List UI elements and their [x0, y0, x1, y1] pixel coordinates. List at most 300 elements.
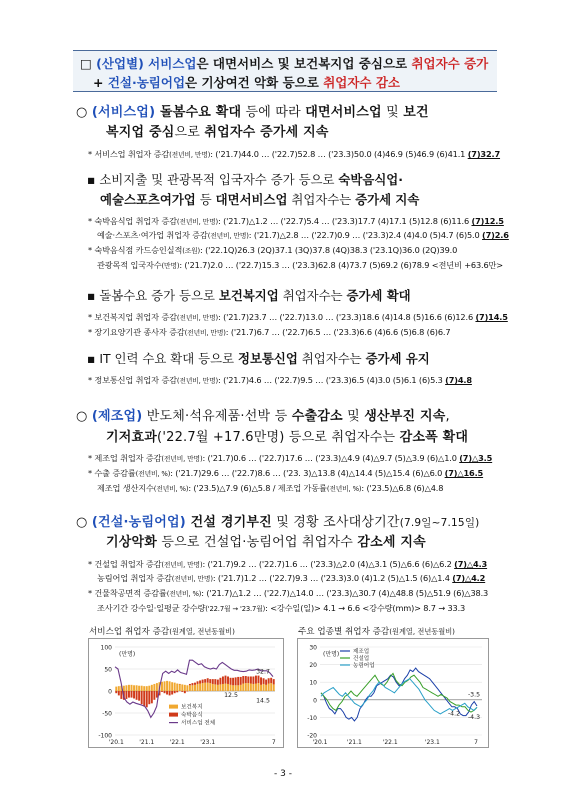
bar-lodging-food [171, 691, 173, 695]
y-tick-label: 0 [108, 688, 112, 696]
bullet-bold: 숙박음식업· [338, 172, 403, 187]
bar-lodging-food [273, 679, 275, 684]
note-unit: (전년비, %) [326, 485, 362, 493]
note-label: * 수출 증감률 [88, 468, 136, 478]
data-label: -4.2 [447, 710, 461, 718]
bar-health-welfare [273, 684, 275, 691]
summary-term: 건설·농림어업 [107, 75, 186, 90]
bar-lodging-food [265, 680, 267, 685]
y-tick-label: -10 [307, 714, 317, 722]
note-arts-sports [97, 230, 509, 241]
note-card-approval [88, 245, 457, 256]
note-values: : ('21.7)6.7 … ('22.7)6.5 … ('23.3)6.6 (4)6.6 (5)6.8 (6)6.7 [225, 327, 451, 337]
bar-lodging-food [217, 680, 219, 685]
section-text: (7.9일~7.15일) [399, 517, 480, 529]
s1a-line-1 [87, 170, 403, 188]
bar-health-welfare [232, 685, 234, 691]
note-latest: (7)2.6 [482, 230, 509, 240]
note-unit: (전년비, %) [166, 590, 202, 598]
note-values: : ('21.7)0.6 … ('22.7)17.6 … ('23.3)△4.9 (4)△9.7 (5)△3.9 (6)△1.0 [202, 453, 460, 463]
chart2-frame [297, 638, 489, 748]
bar-lodging-food [230, 678, 232, 685]
bar-lodging-food [235, 677, 237, 685]
bar-lodging-food [133, 691, 135, 698]
section-text: 보건 [403, 105, 429, 120]
chart1-title [89, 625, 235, 637]
section-text: 돌봄수요 확대 [155, 105, 242, 120]
s1c-line [87, 349, 430, 367]
chart2-svg [298, 639, 488, 747]
bar-health-welfare [270, 683, 272, 691]
bar-lodging-food [120, 691, 122, 699]
x-tick-label: '22.1 [382, 739, 398, 746]
page-number: - 3 - [274, 769, 292, 779]
note-label: 조사기간 강수일·일평균 강수량 [97, 603, 206, 613]
bar-health-welfare [197, 684, 199, 691]
note-construction-employment [88, 559, 487, 570]
bar-health-welfare [164, 681, 166, 691]
bar-lodging-food [176, 691, 178, 692]
bar-lodging-food [260, 677, 262, 684]
section-text: 수출감소 [291, 409, 343, 424]
chart1-frame [88, 638, 284, 748]
summary-text: 은 대면서비스 및 보건복지업 중심으로 [196, 56, 412, 71]
bar-health-welfare [181, 684, 183, 691]
chart1-svg [89, 639, 283, 747]
y-tick-label: 50 [104, 666, 112, 674]
x-tick-label: '22.1 [169, 739, 185, 746]
note-label: 관광목적 입국자수 [97, 260, 162, 270]
bar-lodging-food [242, 676, 244, 683]
section-manufacturing-title [76, 405, 450, 424]
note-values: : ('21.7)△1.2 … ('22.7)△14.0 … ('23.3)△30.7 (4)△48.8 (5)△51.9 (6)△38.3 [201, 588, 489, 598]
bar-health-welfare [136, 685, 138, 691]
section-text: 및 [381, 105, 404, 120]
bullet-bold: 증가세 확대 [346, 288, 411, 303]
note-values: : ('21.7)△2.8 … ('22.7)0.9 … ('23.3)2.4 (4)4.0 (5)4.7 (6)5.0 [248, 230, 483, 240]
note-latest: (7)△4.2 [452, 573, 486, 583]
bar-lodging-food [118, 691, 120, 695]
bar-health-welfare [212, 684, 214, 691]
section-text: 으로 [174, 125, 205, 140]
section-text: , [445, 409, 450, 424]
y-tick-label: 20 [309, 662, 317, 670]
note-values: : ('21.7)2.0 … ('22.7)15.3 … ('23.3)62.8 (4)73.7 (5)69.2 (6)78.9 <전년비 +63.6만> [179, 260, 504, 270]
bar-health-welfare [219, 684, 221, 691]
note-latest: (7)4.8 [445, 375, 472, 385]
bar-lodging-food [202, 680, 204, 684]
x-tick-label: '20.1 [108, 739, 124, 746]
bar-health-welfare [143, 686, 145, 691]
bar-lodging-food [148, 691, 150, 704]
bar-lodging-food [207, 678, 209, 682]
bar-health-welfare [128, 685, 130, 691]
bar-lodging-food [174, 691, 176, 693]
bar-lodging-food [268, 678, 270, 683]
bar-health-welfare [148, 686, 150, 691]
bar-lodging-food [214, 679, 216, 684]
bar-lodging-food [247, 676, 249, 683]
note-unit: (전년비, 만명) [176, 218, 219, 226]
bar-health-welfare [166, 681, 168, 691]
unit-label: (만명) [119, 651, 136, 658]
bar-lodging-food [184, 691, 186, 693]
bar-lodging-food [125, 691, 127, 699]
section-text: 대면서비스업 [305, 105, 382, 120]
chart-title-text: 주요 업종별 취업자 증감 [298, 627, 390, 637]
bar-lodging-food [128, 691, 130, 698]
bar-health-welfare [133, 685, 135, 691]
note-label: 농림어업 취업자 증감 [97, 573, 172, 583]
bar-lodging-food [199, 680, 201, 683]
section-text: ('22.7월 +17.6만명) 등으로 취업자수는 [157, 430, 400, 445]
bar-health-welfare [118, 686, 120, 691]
bar-health-welfare [240, 685, 242, 691]
legend-label: 농림어업 [353, 663, 375, 669]
bar-lodging-food [143, 691, 145, 706]
note-label: * 건물착공면적 증감률 [88, 588, 167, 598]
bullet-bold: 대면서비스업 [215, 192, 288, 207]
note-values: : <강수일(일)> 4.1 → 6.6 <강수량(mm)> 8.7 → 33.3 [265, 603, 466, 613]
bar-lodging-food [166, 691, 168, 695]
bar-health-welfare [115, 687, 117, 691]
section-text: 건설 경기부진 [185, 515, 272, 530]
bar-lodging-food [232, 678, 234, 685]
note-label: * 장기요양기관 종사자 증감 [88, 327, 185, 337]
note-long-term-care [88, 327, 450, 338]
legend-label: 숙박음식 [181, 712, 203, 719]
bar-health-welfare [204, 683, 206, 691]
note-health-welfare [88, 312, 508, 323]
data-label: 14.5 [256, 697, 270, 705]
summary-tag: (산업별) [96, 56, 144, 71]
note-unit: (전년비, 만명) [169, 151, 211, 159]
summary-line-1 [80, 54, 488, 72]
bar-lodging-food [258, 676, 260, 683]
note-ict [88, 375, 472, 386]
note-values: : ('22.1Q)26.3 (2Q)37.1 (3Q)37.8 (4Q)38.3 ('23.1Q)36.0 (2Q)39.0 [200, 245, 458, 255]
note-lodging-food [88, 216, 504, 227]
note-latest: (7)△16.5 [444, 468, 484, 478]
bar-health-welfare [138, 686, 140, 691]
note-rainfall [97, 603, 465, 614]
note-unit: (전년비, 만명) [207, 232, 249, 240]
y-tick-label: -20 [307, 732, 317, 740]
bar-lodging-food [212, 679, 214, 684]
bar-lodging-food [204, 679, 206, 683]
bar-lodging-food [237, 677, 239, 685]
bar-health-welfare [186, 685, 188, 691]
y-tick-label: 100 [100, 644, 112, 652]
section-service-title-2 [106, 121, 329, 140]
bullet-bold: 증가세 지속 [355, 192, 420, 207]
data-label: -4.3 [467, 714, 481, 722]
note-unit: (전년비, 만명) [161, 561, 203, 569]
summary-term: 서비스업 [143, 56, 197, 71]
bar-lodging-food [141, 691, 143, 704]
bullet-text: ▪ 소비지출 및 관광목적 입국자수 증가 등으로 [87, 172, 339, 187]
bar-health-welfare [156, 683, 158, 691]
note-unit: (전년비, 만명) [171, 575, 213, 583]
note-label: 예술·스포츠·여가업 취업자 증감 [97, 230, 208, 240]
chart-title-unit: (원계열, 전년동월비) [389, 627, 455, 636]
bar-lodging-food [194, 683, 196, 685]
note-latest: (7)△3.5 [459, 453, 493, 463]
section-text: 및 경황 조사대상기간 [271, 515, 400, 530]
data-label: 12.5 [224, 692, 238, 700]
legend-label: 보건복지 [181, 704, 203, 711]
bar-health-welfare [169, 681, 171, 691]
bar-health-welfare [237, 685, 239, 691]
y-tick-label: 30 [309, 644, 317, 652]
bar-lodging-food [136, 691, 138, 700]
bar-health-welfare [225, 684, 227, 691]
bar-lodging-food [197, 681, 199, 684]
bar-health-welfare [125, 685, 127, 691]
section-service-title [76, 101, 429, 120]
note-label: * 숙박음식점 카드승인실적 [88, 245, 183, 255]
section-manufacturing-title-2 [106, 426, 468, 445]
bar-health-welfare [131, 685, 133, 691]
bullet-text: ▪ 돌봄수요 증가 등으로 [87, 288, 219, 303]
bar-health-welfare [250, 684, 252, 691]
circle-bullet: ○ [76, 409, 92, 424]
bar-lodging-food [222, 676, 224, 683]
legend-label: 서비스업 전체 [181, 720, 216, 727]
plus-sign: + [93, 75, 108, 90]
bar-health-welfare [153, 684, 155, 691]
legend-label: 제조업 [353, 649, 370, 655]
legend-label: 건설업 [353, 656, 370, 662]
chart-title-unit: (원계열, 전년동월비) [169, 627, 235, 636]
bullet-bold: 보건복지업 [218, 288, 279, 303]
y-tick-label: 0 [313, 697, 317, 705]
bullet-bold: 증가세 유지 [365, 351, 430, 366]
bar-lodging-food [209, 679, 211, 683]
bar-health-welfare [263, 684, 265, 691]
note-unit: (전년비, %) [153, 485, 189, 493]
bar-health-welfare [191, 685, 193, 691]
note-unit: (전년비, 만명) [176, 377, 219, 385]
x-tick-label: '23.1 [200, 739, 216, 746]
bar-health-welfare [227, 684, 229, 691]
note-unit: (전년비, 만명) [161, 455, 203, 463]
bar-lodging-food [219, 678, 221, 685]
chart2-title [298, 625, 455, 637]
bar-health-welfare [176, 684, 178, 691]
note-values: : ('21.7)4.6 … ('22.7)9.5 … ('23.3)6.5 (4)3.0 (5)6.1 (6)5.3 [218, 375, 446, 385]
bar-health-welfare [209, 683, 211, 691]
y-tick-label: -100 [98, 732, 112, 740]
section-text: 기상악화 [106, 535, 158, 550]
bar-health-welfare [123, 686, 125, 691]
summary-line-2 [93, 73, 400, 91]
note-unit: (전년비, 만명) [184, 329, 226, 337]
bar-lodging-food [151, 691, 153, 703]
bar-health-welfare [141, 686, 143, 691]
section-text: 등으로 건설업·농림어업 취업자수 [157, 535, 358, 550]
bullet-bold: 정보통신업 [237, 351, 298, 366]
bar-health-welfare [179, 684, 181, 691]
bar-lodging-food [189, 684, 191, 685]
summary-highlight: 취업자수 증가 [411, 56, 489, 71]
bullet-text: 등 [195, 192, 216, 207]
bar-health-welfare [252, 684, 254, 691]
note-label: * 숙박음식업 취업자 증감 [88, 216, 177, 226]
bar-lodging-food [146, 691, 148, 707]
bar-health-welfare [194, 685, 196, 691]
note-unit: (만명) [161, 262, 180, 270]
note-latest: (7)12.5 [471, 216, 504, 226]
s1a-line-2 [100, 190, 419, 208]
bar-lodging-food [191, 683, 193, 685]
bar-health-welfare [217, 685, 219, 691]
bar-health-welfare [171, 682, 173, 691]
note-unit: ('22.7월 → '23.7월) [205, 605, 266, 613]
x-tick-label: '21.1 [346, 739, 362, 746]
bar-health-welfare [174, 683, 176, 691]
bar-health-welfare [255, 684, 257, 691]
note-values: : ('21.7)23.7 … ('22.7)13.0 … ('23.3)18.6 (4)14.8 (5)16.6 (6)12.6 [218, 312, 476, 322]
bar-lodging-food [225, 676, 227, 684]
unit-label: (만명) [323, 651, 340, 658]
bullet-text: 취업자수는 [278, 288, 347, 303]
section-text: 생산부진 지속 [364, 409, 446, 424]
bar-health-welfare [202, 683, 204, 691]
note-manufacturing-employment [88, 453, 492, 464]
note-values: : ('21.7)44.0 … ('22.7)52.8 … ('23.3)50.0 (4)46.9 (5)46.9 (6)41.1 [210, 149, 468, 159]
note-production-index [97, 483, 443, 494]
bar-health-welfare [222, 684, 224, 691]
section-text: 기저효과 [106, 430, 158, 445]
bar-lodging-food [181, 691, 183, 692]
bar-lodging-food [153, 691, 155, 700]
bar-health-welfare [199, 684, 201, 691]
bar-health-welfare [214, 684, 216, 691]
note-service-employment [88, 149, 500, 160]
x-tick-label: 7 [474, 739, 478, 746]
chart-title-text: 서비스업 취업자 증감 [89, 627, 170, 637]
y-tick-label: 10 [309, 679, 317, 687]
bar-health-welfare [265, 685, 267, 691]
bar-lodging-food [164, 691, 166, 693]
bar-health-welfare [260, 685, 262, 691]
note-latest: (7)32.7 [467, 149, 501, 159]
bar-lodging-food [115, 691, 117, 693]
series-line-1 [321, 673, 477, 712]
section-text: 감소세 지속 [357, 535, 426, 550]
bar-lodging-food [250, 676, 252, 683]
section-text: 감소폭 확대 [399, 430, 469, 445]
note-values: : ('21.7)29.6 … ('22.7)8.6 … ('23. 3)△13.8 (4)△14.4 (5)△15.4 (6)△6.0 [170, 468, 445, 478]
note-unit: (조원) [182, 247, 201, 255]
summary-highlight: 취업자수 감소 [323, 75, 401, 90]
section-tag: (제조업) [91, 409, 143, 424]
bar-health-welfare [245, 683, 247, 691]
section-text: 복지업 중심 [106, 125, 175, 140]
note-label: * 정보통신업 취업자 증감 [88, 375, 177, 385]
data-label: 32.7 [256, 668, 270, 676]
note-latest: (7)△4.3 [454, 559, 488, 569]
note-label: * 보건복지업 취업자 증감 [88, 312, 177, 322]
bullet-square: □ [80, 56, 97, 71]
note-tourist-arrivals [97, 260, 503, 271]
circle-bullet: ○ [76, 105, 92, 120]
bar-health-welfare [184, 685, 186, 691]
y-tick-label: -50 [102, 710, 112, 718]
section-text: 및 [342, 409, 365, 424]
x-tick-label: 7 [271, 739, 276, 746]
note-agriculture-employment [97, 573, 485, 584]
section-tag: (서비스업) [91, 105, 156, 120]
note-values: : ('23.5)△7.9 (6)△5.8 / 제조업 가동률 [188, 483, 327, 493]
bullet-text: 취업자수는 [287, 192, 356, 207]
circle-bullet: ○ [76, 515, 92, 530]
bar-lodging-food [240, 677, 242, 685]
bar-health-welfare [207, 683, 209, 691]
section-construction-title-2 [106, 531, 426, 550]
note-latest: (7)14.5 [475, 312, 508, 322]
section-text: 취업자수 증가세 지속 [204, 125, 329, 140]
bar-health-welfare [230, 685, 232, 691]
bar-health-welfare [235, 685, 237, 691]
note-unit: (전년비, 만명) [176, 314, 219, 322]
bar-lodging-food [161, 691, 163, 692]
bar-health-welfare [151, 685, 153, 691]
bullet-text: ▪ IT 인력 수요 확대 등으로 [87, 351, 238, 366]
note-label: * 건설업 취업자 증감 [88, 559, 162, 569]
note-values: : ('21.7)1.2 … ('22.7)9.3 … ('23.3)3.0 (4)1.2 (5)△1.5 (6)△1.4 [212, 573, 453, 583]
data-label: -3.5 [467, 691, 481, 699]
bar-health-welfare [268, 684, 270, 691]
legend-swatch [169, 705, 178, 709]
bar-health-welfare [189, 685, 191, 691]
note-values: : ('23.5)△6.8 (6)△4.8 [361, 483, 444, 493]
note-label: * 제조업 취업자 증감 [88, 453, 162, 463]
bar-lodging-food [245, 676, 247, 683]
note-building-starts [88, 588, 488, 599]
bar-lodging-food [255, 676, 257, 684]
bar-lodging-food [131, 691, 133, 698]
section-text: 등에 따라 [241, 105, 306, 120]
bar-health-welfare [242, 684, 244, 691]
bar-lodging-food [270, 678, 272, 683]
bullet-bold: 예술스포츠여가업 [100, 192, 196, 207]
bar-health-welfare [146, 686, 148, 691]
note-exports [88, 468, 483, 479]
bar-lodging-food [138, 691, 140, 701]
bar-health-welfare [258, 683, 260, 691]
x-tick-label: '21.1 [139, 739, 155, 746]
note-label: 제조업 생산지수 [97, 483, 154, 493]
x-tick-label: '20.1 [312, 739, 328, 746]
x-tick-label: '23.1 [424, 739, 440, 746]
note-values: : ('21.7)9.2 … ('22.7)1.6 … ('23.3)△2.0 (4)△3.1 (5)△6.6 (6)△6.2 [202, 559, 455, 569]
note-label: * 서비스업 취업자 증감 [88, 149, 170, 159]
bar-lodging-food [227, 676, 229, 683]
bar-lodging-food [252, 676, 254, 683]
note-unit: (전년비, %) [135, 470, 171, 478]
section-text: 반도체·석유제품·선박 등 [142, 409, 292, 424]
bar-lodging-food [156, 691, 158, 698]
summary-text: 은 기상여건 악화 등으로 [185, 75, 324, 90]
bar-health-welfare [247, 683, 249, 691]
legend-swatch [169, 713, 178, 717]
bar-lodging-food [169, 691, 171, 695]
bullet-text: 취업자수는 [297, 351, 366, 366]
bar-lodging-food [263, 678, 265, 684]
section-construction-title [76, 511, 479, 530]
